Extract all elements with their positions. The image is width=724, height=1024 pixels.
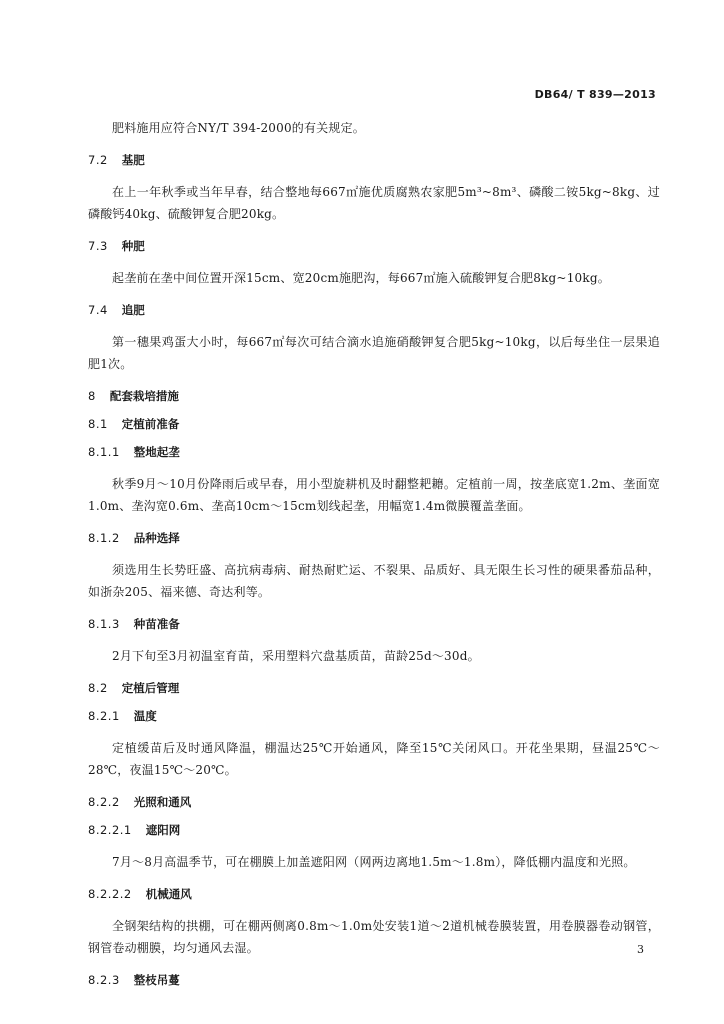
section-title: 机械通风 <box>145 887 192 901</box>
section-number: 8.1 <box>88 417 108 431</box>
heading-8-1-1 <box>88 445 660 459</box>
section-title: 整枝吊蔓 <box>133 973 180 987</box>
section-title: 种苗准备 <box>133 617 180 631</box>
section-title: 温度 <box>133 709 157 723</box>
heading-8-2-3 <box>88 973 660 987</box>
section-number: 7.2 <box>88 153 108 167</box>
section-title: 基肥 <box>121 153 145 167</box>
section-number: 8.2.2 <box>88 795 120 809</box>
heading-8-2-2 <box>88 795 660 809</box>
para-seed-fertilizer: 起垄前在垄中间位置开深15cm、宽20cm施肥沟，每667㎡施入硫酸钾复合肥8kg~10kg。 <box>112 271 610 285</box>
section-number: 8.2 <box>88 681 108 695</box>
para-variety-selection: 须选用生长势旺盛、高抗病毒病、耐热耐贮运、不裂果、品质好、具无限生长习性的硬果番茄品种，如浙杂205、福来德、奇达利等。 <box>88 563 660 599</box>
section-title: 配套栽培措施 <box>109 389 179 403</box>
section-number: 8.1.1 <box>88 445 120 459</box>
para-base-fertilizer: 在上一年秋季或当年早春，结合整地每667㎡施优质腐熟农家肥5m³~8m³、磷酸二铵5kg~8kg、过磷酸钙40kg、硫酸钾复合肥20kg。 <box>88 185 660 221</box>
heading-7-2 <box>88 153 660 167</box>
para-top-dressing: 第一穗果鸡蛋大小时，每667㎡每次可结合滴水追施硝酸钾复合肥5kg~10kg，以后每坐住一层果追肥1次。 <box>88 335 660 371</box>
section-number: 7.3 <box>88 239 108 253</box>
para-shade-net: 7月～8月高温季节，可在棚膜上加盖遮阳网（网两边离地1.5m～1.8m），降低棚内温度和光照。 <box>112 855 636 869</box>
para-temperature: 定植缓苗后及时通风降温，棚温达25℃开始通风，降至15℃关闭风口。开花坐果期，昼温25℃～28℃，夜温15℃～20℃。 <box>88 741 660 777</box>
standard-code: DB64/ T 839—2013 <box>534 88 656 101</box>
section-title: 种肥 <box>121 239 145 253</box>
section-title: 追肥 <box>121 303 145 317</box>
section-title: 定植前准备 <box>121 417 180 431</box>
heading-8-1 <box>88 417 660 431</box>
page-number: 3 <box>637 943 644 956</box>
para-mechanical-ventilation: 全钢架结构的拱棚，可在棚两侧离0.8m～1.0m处安装1道～2道机械卷膜装置，用卷膜器卷动钢管，钢管卷动棚膜，均匀通风去湿。 <box>88 919 660 955</box>
section-title: 品种选择 <box>133 531 180 545</box>
section-title: 遮阳网 <box>145 823 181 837</box>
para-seedling-preparation: 2月下旬至3月初温室育苗，采用塑料穴盘基质苗，苗龄25d～30d。 <box>112 649 480 663</box>
section-number: 8.1.2 <box>88 531 120 545</box>
section-title: 光照和通风 <box>133 795 192 809</box>
heading-8-1-3 <box>88 617 660 631</box>
section-number: 8.2.1 <box>88 709 120 723</box>
heading-7-4 <box>88 303 660 317</box>
section-number: 8.1.3 <box>88 617 120 631</box>
heading-8 <box>88 389 660 403</box>
section-title: 定植后管理 <box>121 681 180 695</box>
heading-8-1-2 <box>88 531 660 545</box>
section-number: 8.2.2.2 <box>88 887 132 901</box>
section-number: 8 <box>88 389 96 403</box>
section-number: 8.2.2.1 <box>88 823 132 837</box>
heading-8-2-2-1 <box>88 823 660 837</box>
section-number: 8.2.3 <box>88 973 120 987</box>
heading-8-2 <box>88 681 660 695</box>
section-number: 7.4 <box>88 303 108 317</box>
para-land-preparation: 秋季9月～10月份降雨后或早春，用小型旋耕机及时翻整耙耱。定植前一周，按垄底宽1.2m、垄面宽1.0m、垄沟宽0.6m、垄高10cm～15cm划线起垄，用幅宽1.4m微膜覆盖垄面。 <box>88 477 660 513</box>
heading-8-2-1 <box>88 709 660 723</box>
document-body <box>88 117 660 1001</box>
heading-8-2-2-2 <box>88 887 660 901</box>
para-fertilizer-standard: 肥料施用应符合NY/T 394-2000的有关规定。 <box>112 121 365 135</box>
section-title: 整地起垄 <box>133 445 180 459</box>
heading-7-3 <box>88 239 660 253</box>
